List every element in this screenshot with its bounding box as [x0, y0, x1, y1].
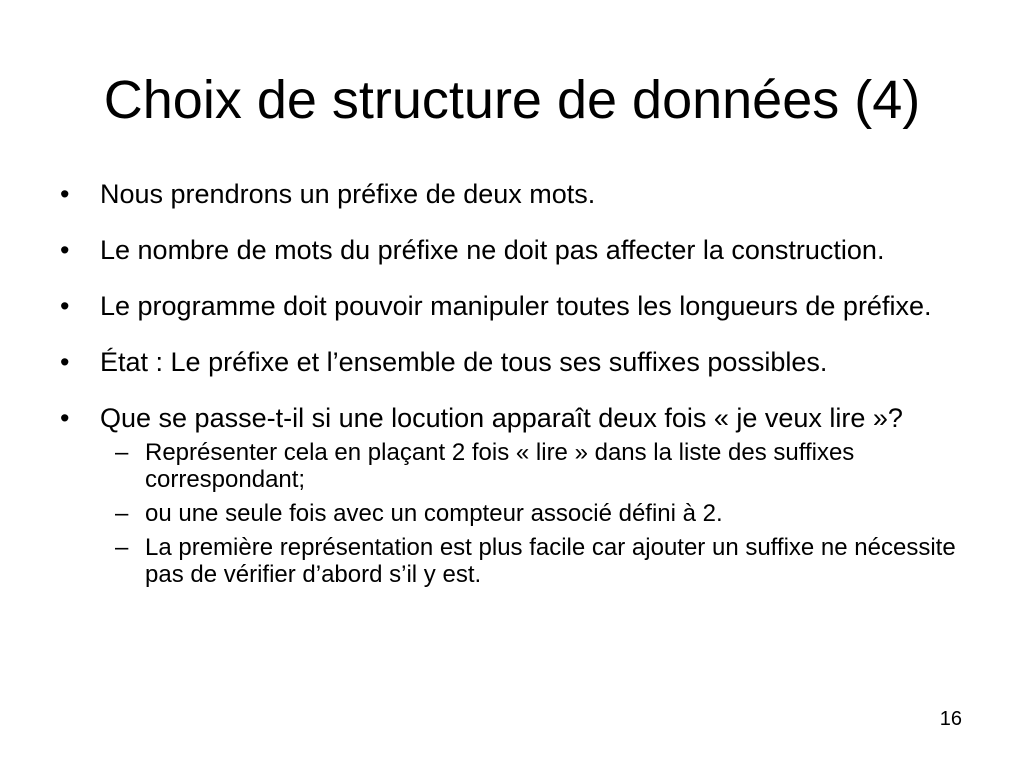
bullet-item [58, 180, 970, 209]
bullet-text: Le programme doit pouvoir manipuler toutes les longueurs de préfixe. [100, 291, 932, 321]
sub-bullet-text: Représenter cela en plaçant 2 fois « lire » dans la liste des suffixes correspondant; [145, 439, 855, 493]
bullet-item [58, 404, 970, 588]
bullet-item [58, 348, 970, 377]
bullet-text: Nous prendrons un préfixe de deux mots. [100, 179, 596, 209]
sub-bullet-text: ou une seule fois avec un compteur associé défini à 2. [145, 500, 723, 527]
bullet-marker: • [60, 403, 70, 433]
bullet-marker: • [60, 235, 70, 265]
bullet-text: État : Le préfixe et l’ensemble de tous ses suffixes possibles. [100, 347, 828, 377]
slide-title: Choix de structure de données (4) [103, 70, 921, 130]
bullet-text: Le nombre de mots du préfixe ne doit pas affecter la construction. [100, 235, 885, 265]
bullet-list [58, 180, 970, 595]
bullet-marker: • [60, 347, 70, 377]
sub-bullet-item [100, 439, 970, 493]
sub-bullet-item [100, 534, 970, 588]
sub-bullet-marker: – [115, 500, 129, 527]
sub-bullet-list [100, 439, 970, 588]
bullet-item [58, 292, 970, 321]
sub-bullet-marker: – [115, 439, 129, 466]
sub-bullet-item [100, 500, 970, 527]
bullet-item [58, 236, 970, 265]
page-number: 16 [939, 708, 962, 730]
sub-bullet-marker: – [115, 534, 129, 561]
sub-bullet-text: La première représentation est plus facile car ajouter un suffixe ne nécessite pas de vérifier d’abord s’il y est. [145, 534, 956, 588]
bullet-text: Que se passe-t-il si une locution apparaît deux fois « je veux lire »? [100, 403, 903, 433]
bullet-marker: • [60, 291, 70, 321]
bullet-marker: • [60, 179, 70, 209]
